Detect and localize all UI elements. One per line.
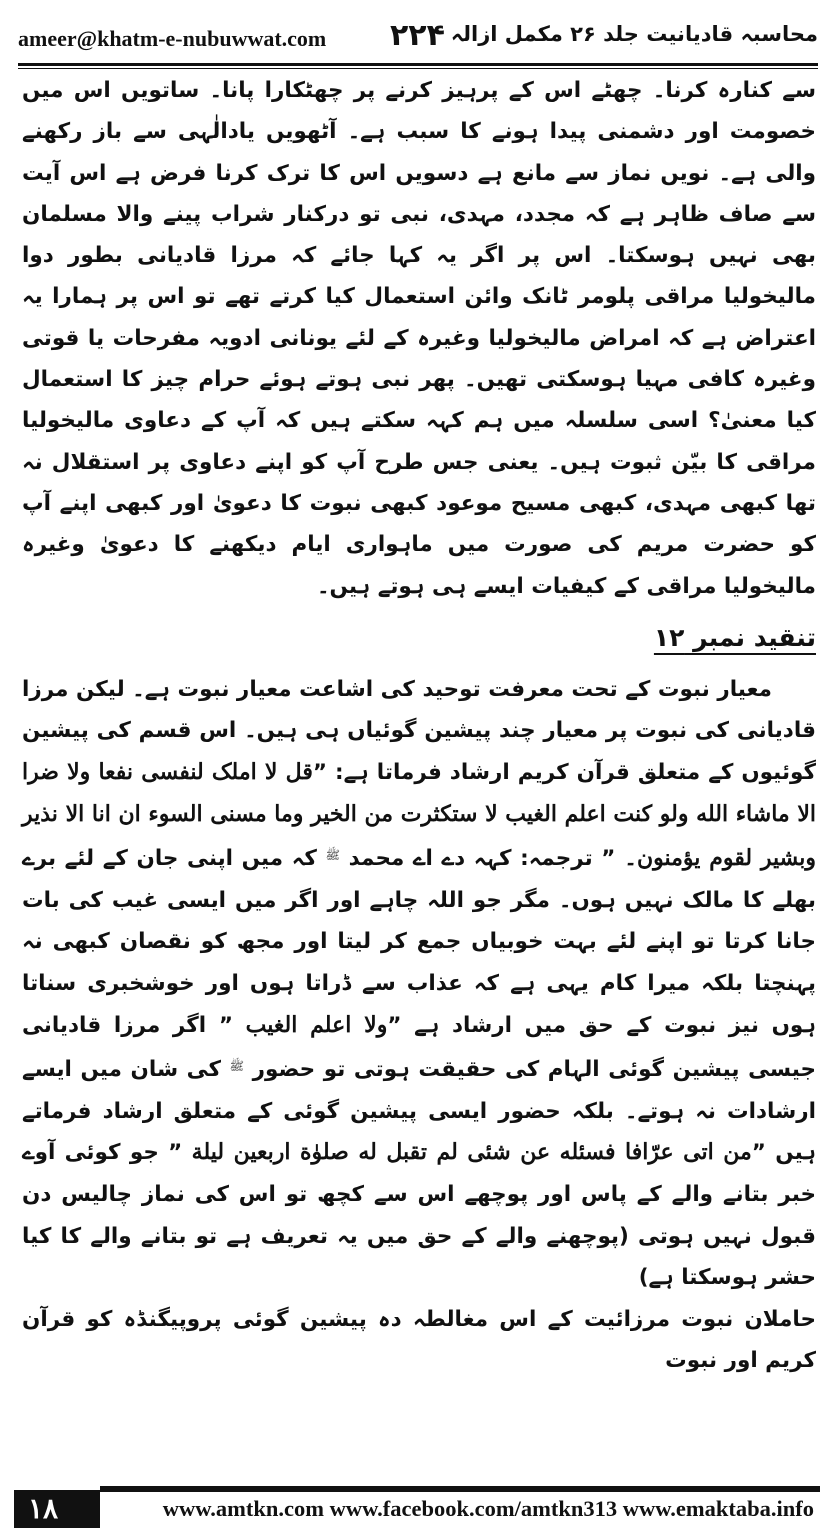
p2-text-a: معیار نبوت کے تحت معرفت توحید کی اشاعت معیار نبوت ہے۔ لیکن مرزا قادیانی کی نبوت پر معیار چند پیشین گوئیاں ہی ہیں۔ اس قسم کی پیشین گوئیوں کے متعلق قرآن کریم ارشاد فرماتا ہے: ” (22, 676, 816, 786)
p2-text-f: ” جو کوئی آوے خبر بتانے والے کے پاس اور پوچھے اس سے کچھ تو اس کی نماز چالیس دن قبول نہیں ہوتی (پوچھنے والے کے حق میں یہ تعریف ہے تو بتانے والے کا کیا حشر ہوسکتا ہے) (22, 1140, 816, 1291)
main-text (22, 70, 816, 1381)
header-email: ameer@khatm-e-nubuwwat.com (18, 26, 327, 51)
paragraph-2 (22, 669, 816, 1299)
salawat-symbol: ﷺ (325, 848, 340, 863)
page-header (18, 18, 818, 60)
paragraph-3: حاملان نبوت مرزائیت کے اس مغالطہ دہ پیشین گوئی پروپیگنڈہ کو قرآن کریم اور نبوت (22, 1306, 816, 1373)
p2-text-e: کی شان میں ایسے ارشادات نہ ہوتے۔ بلکہ حضور ایسی پیشین گوئی کے متعلق ارشاد فرماتے ہیں ” (22, 1057, 816, 1166)
paragraph-1: سے کنارہ کرنا۔ چھٹے اس کے پرہیز کرنے پر چھٹکارا پانا۔ ساتویں اس میں خصومت اور دشمنی پیدا ہونے کا سبب ہے۔ آٹھویں یادالٰہی سے باز رکھنے والی ہے۔ نویں نماز سے مانع ہے دسویں اس کا ترک کرنا فرض ہے اس آیت سے صاف ظاہر ہے کہ مجدد، مہدی، نبی تو درکنار شراب پینے والا مسلمان بھی نہیں ہوسکتا۔ اس پر اگر یہ کہا جائے کہ مرزا قادیانی بطور دوا مالیخولیا مراقی پلومر ٹانک وائن استعمال کیا کرتے تھے تو اس پر ہمارا یہ اعتراض ہے کہ امراض مالیخولیا وغیرہ کے لئے یونانی ادویہ مفرحات یا قوتی وغیرہ کافی مہیا ہوسکتی تھیں۔ پھر نبی ہوتے ہوئے حرام چیز کا استعمال کیا معنیٰ؟ اسی سلسلہ میں ہم کہہ سکتے ہیں کہ آپ کے دعاوی مالیخولیا مراقی کا بیّن ثبوت ہیں۔ یعنی جس طرح آپ کو اپنے دعاوی پر استقلال نہ تھا کبھی مہدی، کبھی مسیح موعود کبھی نبوت کا دعویٰ اور کبھی اپنے آپ کو حضرت مریم کی صورت میں ماہواری ایام دیکھنے کا دعویٰ وغیرہ مالیخولیا مراقی کے کیفیات ایسے ہی ہوتے ہیں۔ (22, 78, 816, 599)
hadith-text: من اتی عرّافا فسئله عن شئی لم تقبل له صلوٰة اربعین لیلة (191, 1139, 752, 1166)
header-rule (18, 63, 818, 69)
section-heading: تنقید نمبر ۱۲ (653, 622, 816, 652)
footer-page-number: ۱۸ (28, 1493, 59, 1524)
p2-text-d: ” اگر مرزا قادیانی جیسی پیشین گوئی الہام کی حقیقت ہوتی تو حضور (22, 1012, 816, 1083)
p2-text-b: ” ترجمہ: کہہ دے اے محمد (339, 846, 625, 872)
quran-verse-2: ولا اعلم الغیب (245, 1011, 388, 1038)
header-book-title: محاسبہ قادیانیت جلد ۲۶ مکمل ازالہ (450, 22, 818, 46)
footer-websites: www.amtkn.com www.facebook.com/amtkn313 www.emaktaba.info (100, 1490, 820, 1528)
quran-verse-1: قل لا املک لنفسی نفعا ولا ضرا الا ماشاء الله ولو کنت اعلم الغیب لا ستکثرت من الخیر وما مسنی السوء ان انا الا نذیر وبشیر لقوم یؤمنون۔ (22, 759, 816, 872)
p2-text-c: کہ میں اپنی جان کے لئے برے بھلے کا مالک نہیں ہوں۔ مگر جو اللہ چاہے اور اگر میں ایسی غیب کی بات جانا کرتا تو اپنے لئے بہت خوبیاں جمع کر لیتا اور مجھ کو نقصان کبھی نہ پہنچتا بلکہ میرا کام یہی ہے کہ عذاب سے ڈراتا ہوں اور خوشخبری سناتا ہوں نیز نبوت کے حق میں ارشاد ہے ” (22, 846, 817, 1038)
header-page-number: ۲۲۴ (390, 18, 445, 53)
page-footer (14, 1490, 820, 1528)
salawat-symbol-2: ﷺ (229, 1059, 245, 1074)
